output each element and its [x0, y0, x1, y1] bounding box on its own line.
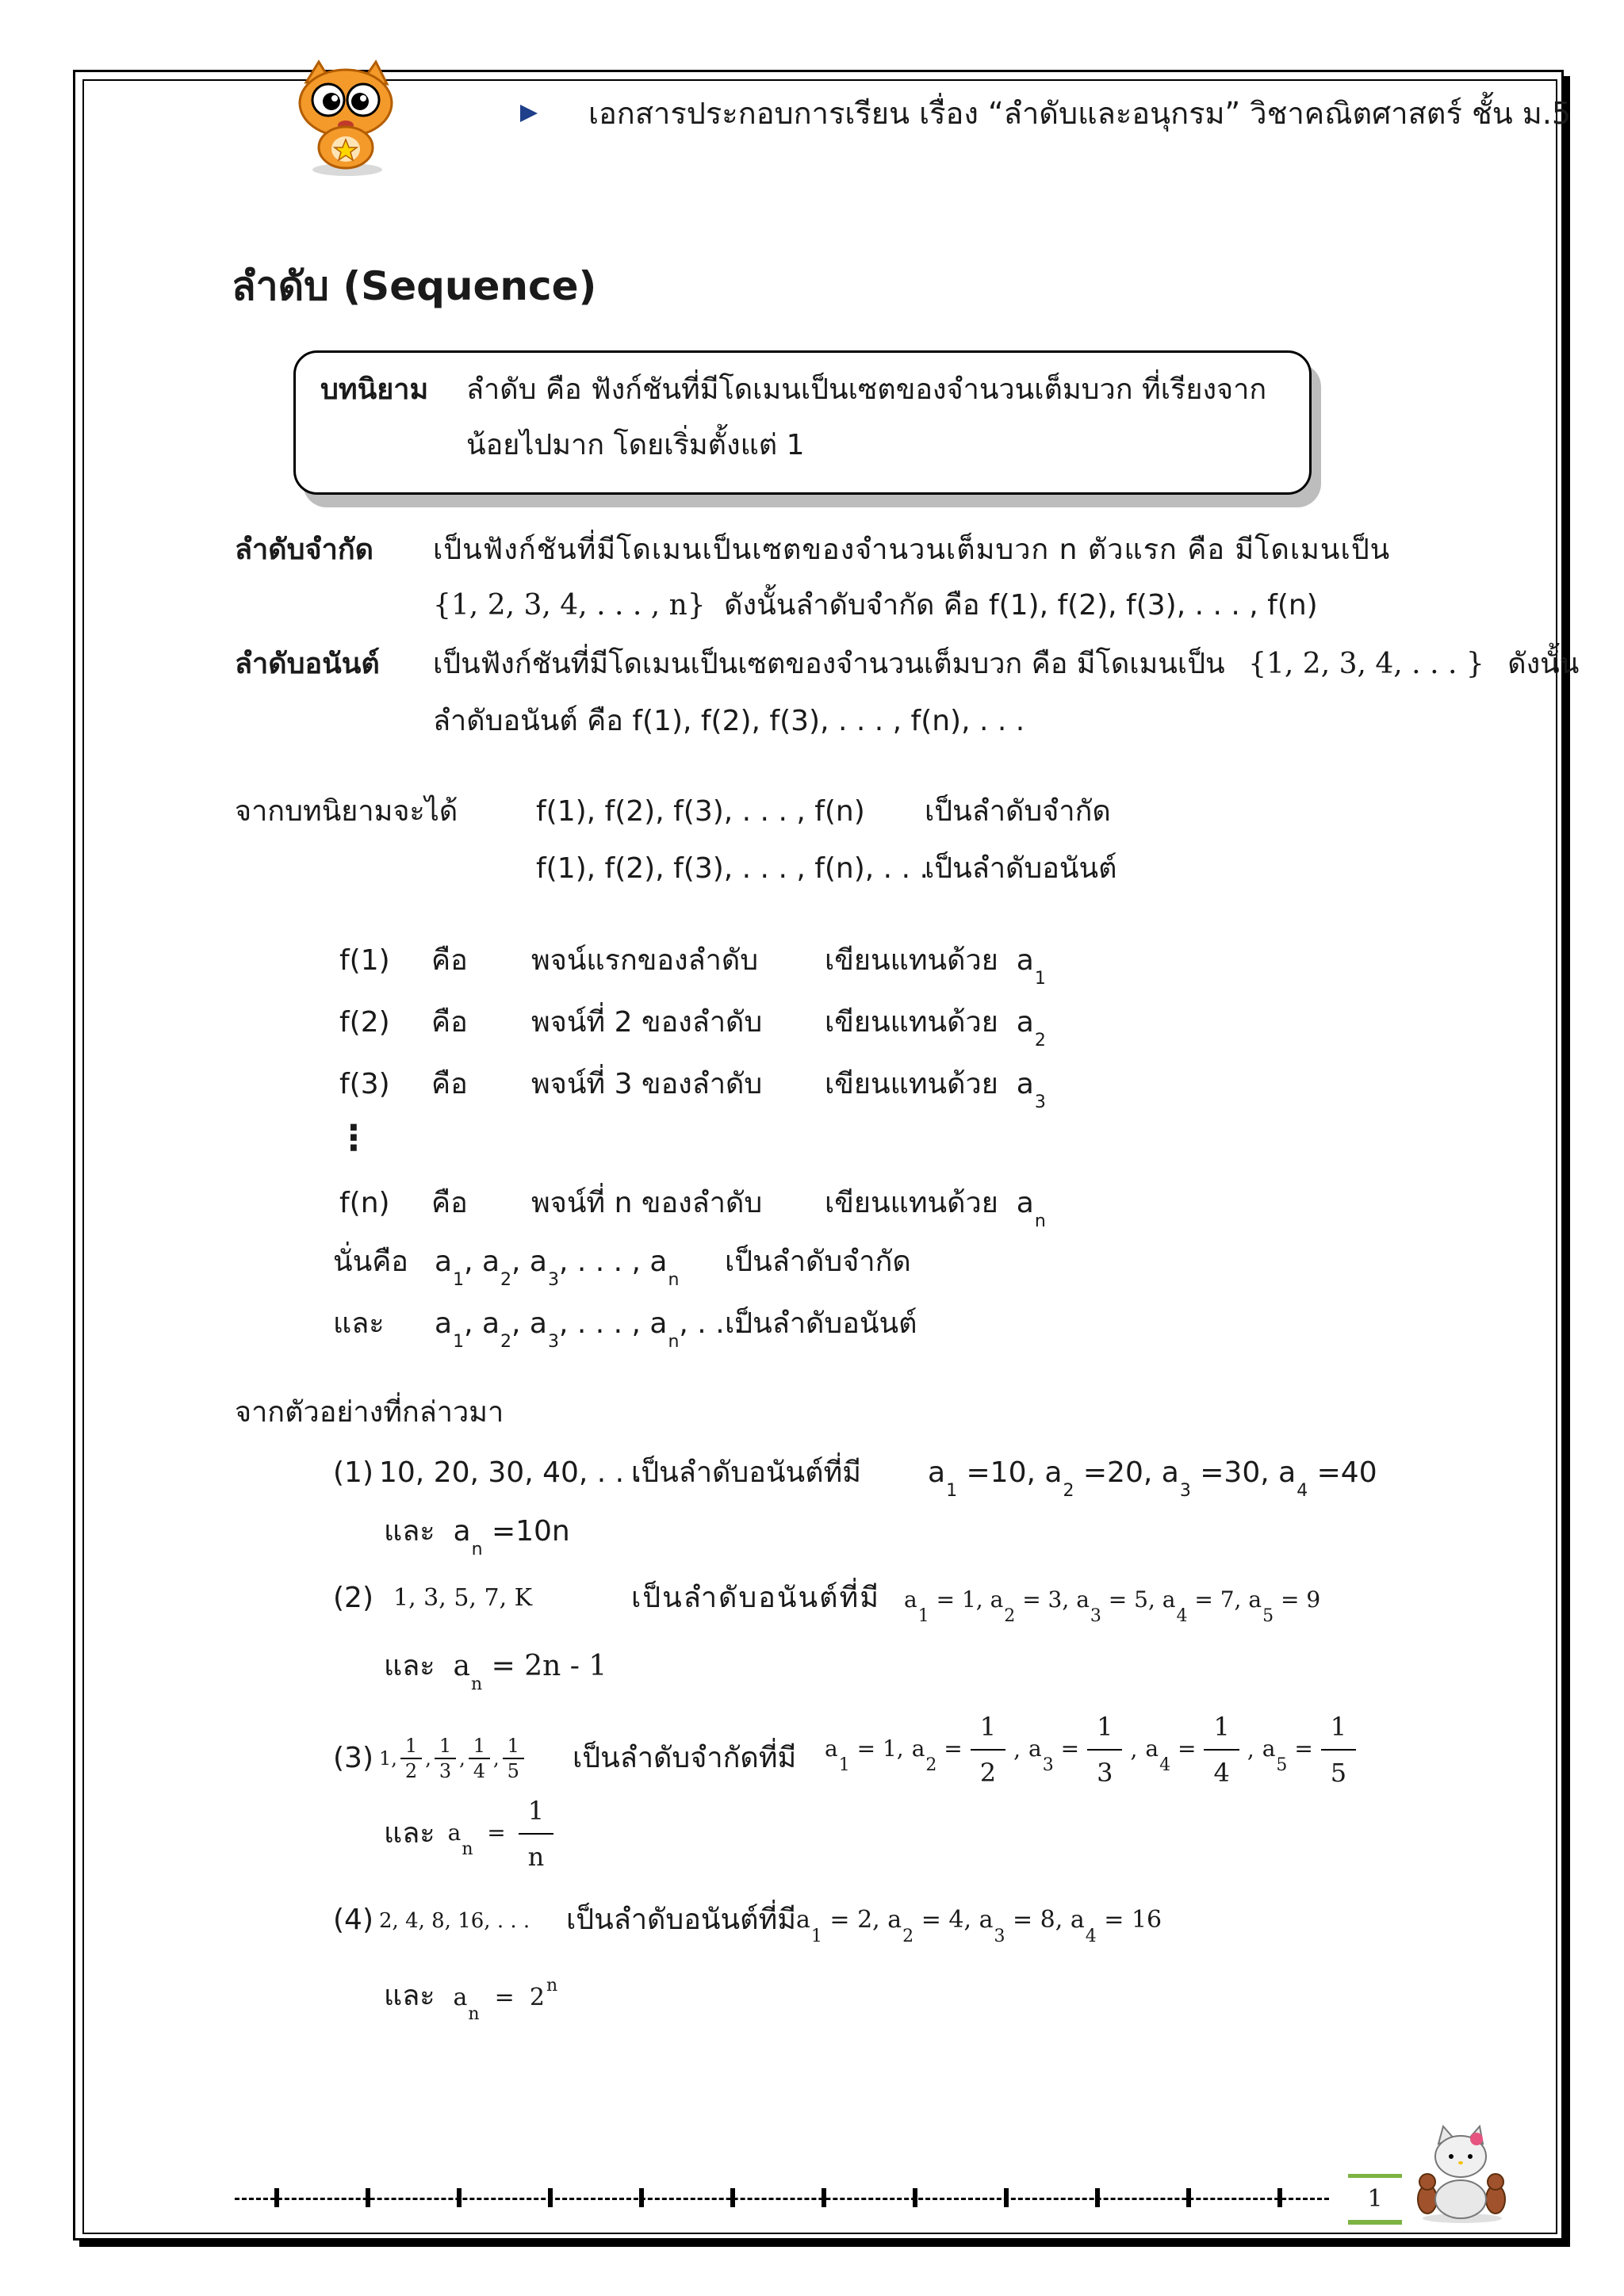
from-definition-desc-1: เป็นลำดับจำกัด: [925, 795, 1111, 828]
infinite-terms-expr: $a_1$, $a_2$, $a_3$, . . . , $a_n$, . . .: [435, 1307, 743, 1352]
definition-label: บทนิยาม: [320, 373, 429, 406]
term-write-as: เขียนแทนด้วย $a_2$: [825, 1006, 1046, 1050]
fraction: $\frac{1}{2}$: [971, 1709, 1005, 1790]
term-f: f(n): [339, 1187, 390, 1219]
example-4-number: (4): [333, 1904, 373, 1936]
footer-dash-marker: [639, 2188, 644, 2207]
finite-terms-expr: $a_1$, $a_2$, $a_3$, . . . , $a_n$: [435, 1246, 680, 1290]
term-f: f(1): [339, 944, 390, 977]
footer-dash-marker: [457, 2188, 462, 2207]
finite-line-1: เป็นฟังก์ชันที่มีโดเมนเป็นเซตของจำนวนเต็มบวก n ตัวแรก คือ มีโดเมนเป็น: [433, 534, 1391, 566]
from-definition-expr-1: f(1), f(2), f(3), . . . , f(n): [536, 795, 865, 828]
example-3-number: (3): [333, 1742, 373, 1774]
term-is: คือ: [431, 1187, 468, 1219]
footer-dash-marker: [822, 2188, 826, 2207]
term-write-as: เขียนแทนด้วย $a_1$: [825, 944, 1046, 989]
vertical-ellipsis: ⋮: [336, 1118, 371, 1158]
term-is: คือ: [431, 1068, 468, 1100]
fraction: $\frac{1}{5}$: [1321, 1709, 1356, 1790]
footer-dash-marker: [1277, 2188, 1282, 2207]
term-write-as: เขียนแทนด้วย $a_3$: [825, 1068, 1046, 1112]
that-is-label: นั่นคือ: [333, 1246, 408, 1278]
example-1-terms: $a_1 =10$, $a_2 =20$, $a_3 =30$, $a_4 =40$: [928, 1456, 1377, 1501]
frame-shadow: [79, 2241, 1570, 2247]
bullet-arrow-icon: [520, 105, 538, 122]
page-number-bar: [1348, 2174, 1402, 2178]
example-1-number: (1): [333, 1456, 373, 1489]
fraction: $\frac{1}{3}$: [435, 1734, 456, 1783]
infinite-therefore: ดังนั้น: [1507, 648, 1580, 680]
example-3-sequence: 1, $\frac{1}{2}$ , $\frac{1}{3}$ , $\frac{1}{4}$ , $\frac{1}{5}$: [379, 1727, 524, 1790]
example-1-general: และ $a_n =10n$: [384, 1515, 570, 1559]
infinite-line-2: ลำดับอนันต์ คือ f(1), f(2), f(3), . . . , f(n), . . .: [433, 705, 1025, 737]
example-4-sequence: 2, 4, 8, 16, . . .: [379, 1909, 530, 1933]
example-1-desc: เป็นลำดับอนันต์ที่มี: [631, 1456, 861, 1489]
term-is: คือ: [431, 1006, 468, 1039]
example-2-general: และ $a_n = 2n - 1$: [384, 1650, 607, 1694]
term-desc: พจน์ที่ n ของลำดับ: [531, 1187, 763, 1219]
term-desc: พจน์ที่ 2 ของลำดับ: [531, 1006, 763, 1039]
term-desc: พจน์ที่ 3 ของลำดับ: [531, 1068, 763, 1100]
finite-line-2: [433, 588, 1318, 623]
and-label: และ: [333, 1307, 385, 1340]
fraction: $\frac{1}{5}$: [503, 1734, 524, 1783]
footer-dash-marker: [274, 2188, 279, 2207]
example-3-general: และ $a_n$ = $\frac{1}{n}$: [384, 1793, 553, 1874]
infinite-label: ลำดับอนันต์: [235, 648, 380, 680]
definition-line-2: น้อยไปมาก โดยเริ่มตั้งแต่ 1: [466, 429, 805, 461]
term-f: f(3): [339, 1068, 390, 1100]
that-is-desc-2: เป็นลำดับอนันต์: [725, 1307, 917, 1340]
example-2-desc: เป็นลำดับอนันต์ที่มี: [631, 1582, 880, 1614]
page-number: 1: [1367, 2185, 1383, 2213]
example-3-terms: $a_1 = 1$, $a_2$ = $\frac{1}{2}$ , $a_3$ = $\frac{1}{3}$ , $a_4$ = $\frac{1}{4}$ , $a_5$ = $\frac{1}{5}$: [825, 1709, 1356, 1790]
infinite-domain-set: {1, 2, 3, 4, . . . }: [1248, 648, 1484, 680]
term-write-as: เขียนแทนด้วย $a_n$: [825, 1187, 1046, 1231]
finite-conclusion: ดังนั้นลำดับจำกัด คือ f(1), f(2), f(3), . . . , f(n): [724, 589, 1318, 622]
page-number-bar: [1348, 2220, 1402, 2225]
footer-dash-marker: [548, 2188, 553, 2207]
header-title: เอกสารประกอบการเรียน เรื่อง “ลำดับและอนุกรม” วิชาคณิตศาสตร์ ชั้น ม.5: [588, 96, 1572, 131]
section-title: ลำดับ (Sequence): [232, 263, 597, 309]
infinite-line-1: [433, 647, 1579, 682]
fraction: $\frac{1}{n}$: [519, 1793, 553, 1874]
example-2-terms: $a_1 = 1$, $a_2 = 3$, $a_3 = 5$, $a_4 = 7$, $a_5 = 9$: [904, 1586, 1321, 1626]
fraction: $\frac{1}{4}$: [1204, 1709, 1239, 1790]
finite-label: ลำดับจำกัด: [235, 534, 373, 566]
footer-dashed-line: [235, 2198, 1329, 2200]
example-1-sequence: 10, 20, 30, 40, . . .: [379, 1456, 642, 1489]
infinite-line-1-text: เป็นฟังก์ชันที่มีโดเมนเป็นเซตของจำนวนเต็มบวก คือ มีโดเมนเป็น: [433, 648, 1225, 680]
footer-dash-marker: [1004, 2188, 1009, 2207]
example-4-general: และ $a_n = 2^n$: [384, 1976, 558, 2024]
footer-dash-marker: [913, 2188, 917, 2207]
example-4-desc: เป็นลำดับอนันต์ที่มี: [566, 1904, 796, 1936]
footer-dash-marker: [1095, 2188, 1100, 2207]
cat-mascot-icon: [295, 59, 398, 178]
example-4-terms: $a_1 = 2$, $a_2 = 4$, $a_3 = 8$, $a_4 = 16$: [796, 1906, 1162, 1946]
example-2-number: (2): [333, 1582, 373, 1614]
term-desc: พจน์แรกของลำดับ: [531, 944, 759, 977]
from-definition-expr-2: f(1), f(2), f(3), . . . , f(n), . . .: [536, 852, 929, 885]
example-2-sequence: 1, 3, 5, 7, K: [393, 1584, 533, 1612]
fraction: $\frac{1}{2}$: [400, 1734, 422, 1783]
fraction: $\frac{1}{3}$: [1087, 1709, 1122, 1790]
term-f: f(2): [339, 1006, 390, 1039]
that-is-desc-1: เป็นลำดับจำกัด: [725, 1246, 911, 1278]
hello-kitty-mascot-icon: [1410, 2122, 1513, 2225]
footer-dash-marker: [366, 2188, 370, 2207]
term-is: คือ: [431, 944, 468, 977]
example-3-desc: เป็นลำดับจำกัดที่มี: [573, 1742, 797, 1774]
finite-domain-set: {1, 2, 3, 4, . . . , n}: [433, 589, 706, 622]
fraction: $\frac{1}{4}$: [469, 1734, 490, 1783]
footer-dash-marker: [730, 2188, 735, 2207]
frame-shadow: [1564, 76, 1570, 2247]
from-definition-label: จากบทนิยามจะได้: [235, 795, 458, 828]
from-definition-desc-2: เป็นลำดับอนันต์: [925, 852, 1117, 885]
definition-line-1: ลำดับ คือ ฟังก์ชันที่มีโดเมนเป็นเซตของจำนวนเต็มบวก ที่เรียงจาก: [466, 373, 1267, 406]
footer-dash-marker: [1186, 2188, 1191, 2207]
examples-intro: จากตัวอย่างที่กล่าวมา: [235, 1396, 504, 1429]
